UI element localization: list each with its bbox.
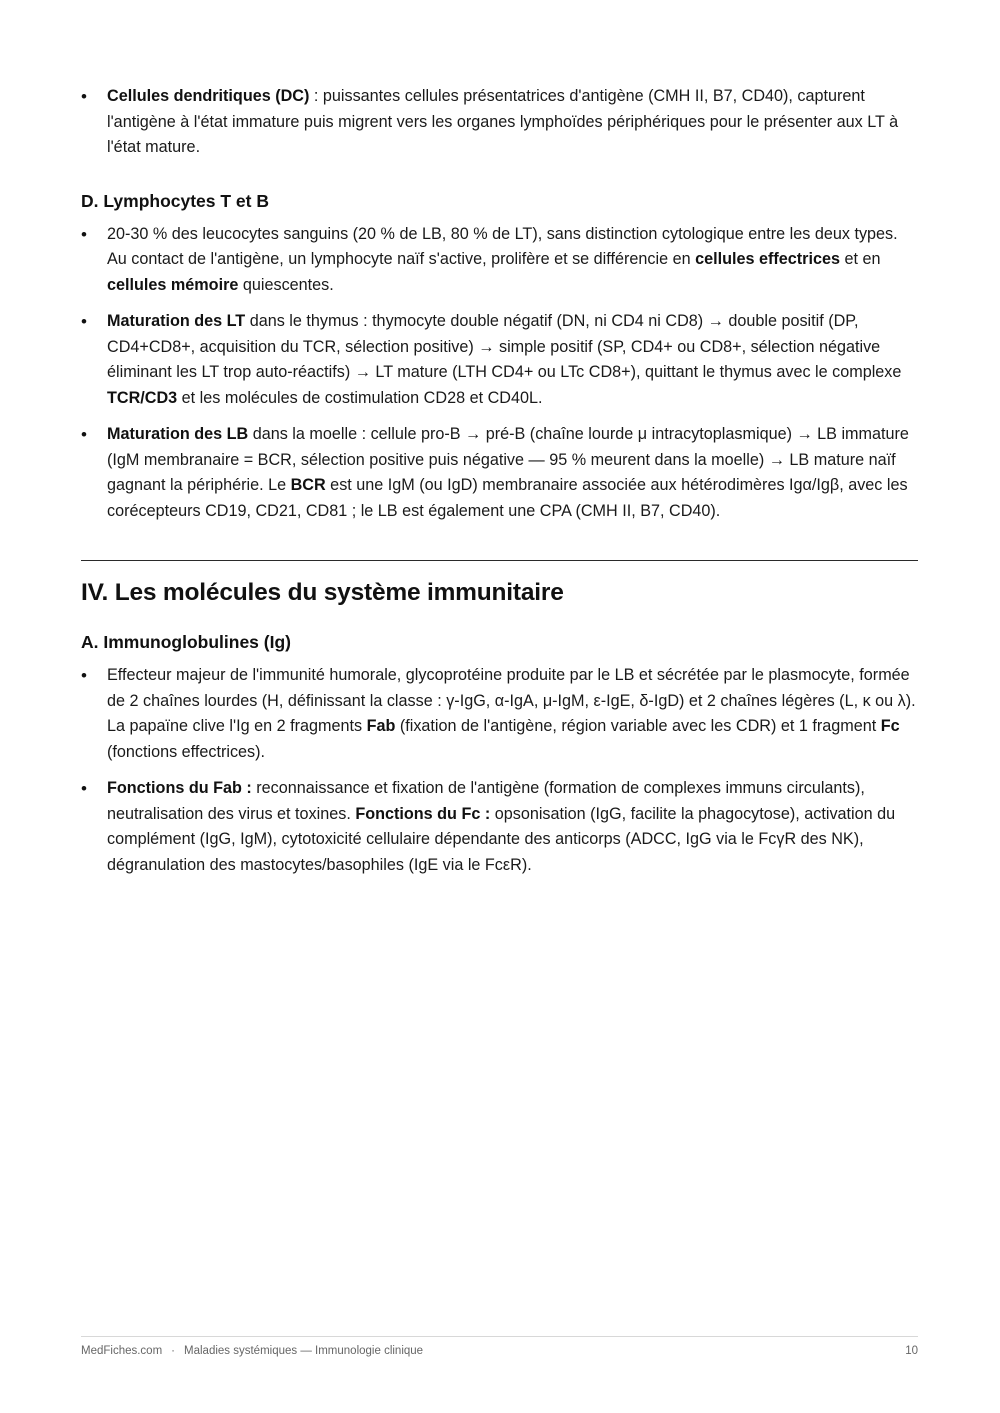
bold-term: BCR: [290, 476, 326, 494]
bold-term: cellules mémoire: [107, 275, 239, 294]
list-item-ig-structure: [81, 663, 918, 765]
intro-bullet-list: [81, 84, 918, 161]
lymphocytes-bullet-list: [81, 222, 918, 525]
list-item-text: dans la moelle : cellule pro-B → pré-B (chaîne lourde μ intracytoplasmique) → LB immature (IgM membranaire = BCR, sélection positive puis négative — 95 % meurent dans la moelle) → LB mature naïf gagnant la périphérie. Le: [107, 425, 909, 494]
list-item-text: et les molécules de costimulation CD28 et CD40L.: [177, 388, 543, 407]
page-content: [81, 84, 918, 889]
bold-term: Fonctions du Fab :: [107, 779, 252, 797]
list-item-lymphocytes-overview: [81, 222, 918, 299]
bold-term: Maturation des LT: [107, 312, 246, 330]
list-item-text: est une IgM (ou IgD) membranaire associée aux hétérodimères Igα/Igβ, avec les corécepteurs CD19, CD21, CD81 ; le LB est également une CPA (CMH II, B7, CD40).: [107, 476, 908, 520]
bold-term: TCR/CD3: [107, 388, 178, 407]
section-divider: [81, 560, 918, 561]
page-footer: [81, 1336, 918, 1357]
list-item-text: dans le thymus : thymocyte double négatif (DN, ni CD4 ni CD8) → double positif (DP, CD4+CD8+, acquisition du TCR, sélection positive) → simple positif (SP, CD4+ ou CD8+, sélection négative éliminant les LT trop auto-réactifs) → LT mature (LTH CD4+ ou LTc CD8+), quittant le thymus avec le complexe: [107, 312, 902, 381]
section-title-molecules: IV. Les molécules du système immunitaire: [81, 579, 564, 606]
list-item-text: reconnaissance et fixation de l'antigène (formation de complexes immuns circulants), neutralisation des virus et toxines.: [107, 779, 865, 823]
footer-site-name: MedFiches.com: [81, 1345, 163, 1357]
bold-term: Fc: [880, 717, 900, 735]
subsection-title-immunoglobulins: A. Immunoglobulines (Ig): [81, 632, 291, 652]
bold-term: Fab: [366, 717, 396, 735]
list-item-text: (fonctions effectrices).: [107, 742, 266, 761]
subsection-title-lymphocytes: D. Lymphocytes T et B: [81, 190, 269, 211]
list-item-text: quiescentes.: [238, 275, 334, 294]
immunoglobulins-bullet-list: [81, 663, 918, 878]
list-item-text: Effecteur majeur de l'immunité humorale, glycoprotéine produite par le LB et sécrétée par le plasmocyte, formée de 2 chaînes lourdes (H, définissant la classe : γ-IgG, α-IgA, μ-IgM, ε-IgE, δ-IgD) et 2 chaînes légères (L, κ ou λ). La papaïne clive l'Ig en 2 fragments: [107, 666, 916, 735]
footer-left: [81, 1345, 423, 1357]
bold-term: Cellules dendritiques (DC): [107, 87, 310, 105]
list-item-ig-functions: [81, 776, 918, 878]
bold-term: cellules effectrices: [695, 250, 840, 268]
list-item-lb-maturation: [81, 422, 918, 524]
list-item-dendritic-cells: [81, 84, 918, 161]
footer-separator: ·: [171, 1345, 176, 1357]
page-number: 10: [905, 1345, 918, 1357]
footer-document-title: Maladies systémiques — Immunologie clinique: [184, 1345, 424, 1357]
list-item-text: 20-30 % des leucocytes sanguins (20 % de LB, 80 % de LT), sans distinction cytologique entre les deux types. Au contact de l'antigène, un lymphocyte naïf s'active, prolifère et se différencie en: [107, 224, 898, 268]
bold-term: Maturation des LB: [107, 425, 249, 443]
list-item-text: : puissantes cellules présentatrices d'antigène (CMH II, B7, CD40), capturent l'antigène à l'état immature puis migrent vers les organes lymphoïdes périphériques pour le présenter aux LT à l'état mature.: [107, 87, 899, 156]
bold-term: Fonctions du Fc :: [355, 804, 491, 823]
list-item-text: opsonisation (IgG, facilite la phagocytose), activation du complément (IgG, IgM), cytotoxicité cellulaire dépendante des anticorps (ADCC, IgG via le FcγR des NK), dégranulation des mastocytes/basophiles (IgE via le FcεR).: [107, 804, 896, 874]
list-item-text: (fixation de l'antigène, région variable avec les CDR) et 1 fragment: [395, 717, 881, 735]
list-item-text: et en: [839, 250, 881, 268]
list-item-lt-maturation: [81, 309, 918, 411]
